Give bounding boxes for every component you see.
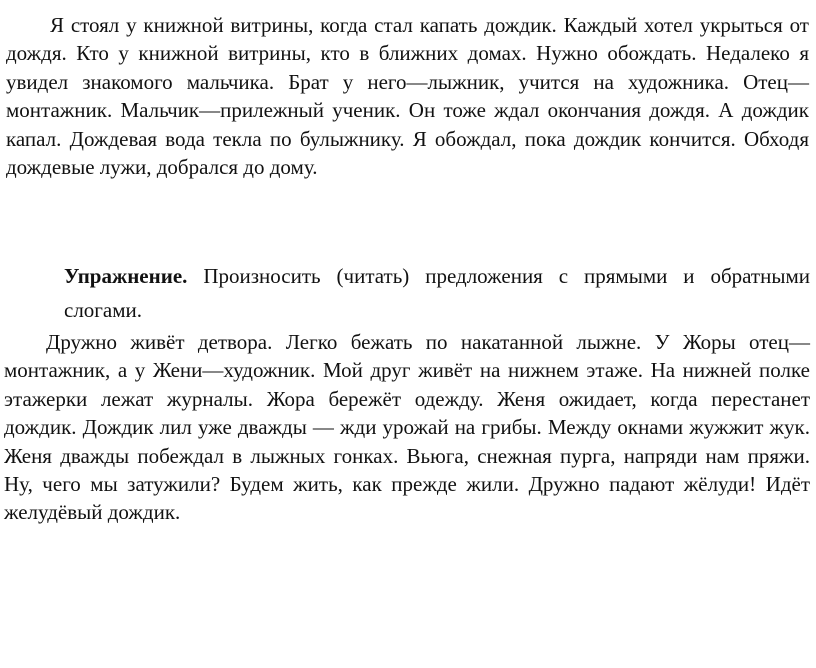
exercise-sentences-paragraph: Дружно живёт детвора. Легко бежать по накатанной лыжне. У Жоры отец—монтажник, а у Жени—художник. Мой друг живёт на нижнем этаже. На нижней полке этажерки лежат журналы. Жора бережёт одежду. Женя ожидает, когда перестанет дождик. Дождик лил уже дважды — жди урожай на грибы. Между окнами жужжит жук. Женя дважды побеждал в лыжных гонках. Вьюга, снежная пурга, напряди нам пряжи. Ну, чего мы затужили? Будем жить, как прежде жили. Дружно падают жёлуди! Идёт желудёвый дождик. bbox=[4, 330, 810, 525]
exercise-paragraph bbox=[64, 259, 810, 327]
exercise-instruction: Произносить (читать) предложения с прямыми и обратными слогами. bbox=[64, 264, 810, 322]
story-paragraph: Я стоял у книжной витрины, когда стал капать дождик. Каждый хотел укрыться от дождя. Кто у книжной витрины, кто в ближних домах. Нужно обождать. Недалеко я увидел знакомого мальчика. Брат у него—лыжник, учится на художника. Отец—монтажник. Мальчик—прилежный ученик. Он тоже ждал окончания дождя. А дождик капал. Дождевая вода текла по булыжнику. Я обождал, пока дождик кончится. Обходя дождевые лужи, добрался до дому. bbox=[6, 13, 809, 180]
exercise-label: Упражнение. bbox=[64, 264, 188, 288]
